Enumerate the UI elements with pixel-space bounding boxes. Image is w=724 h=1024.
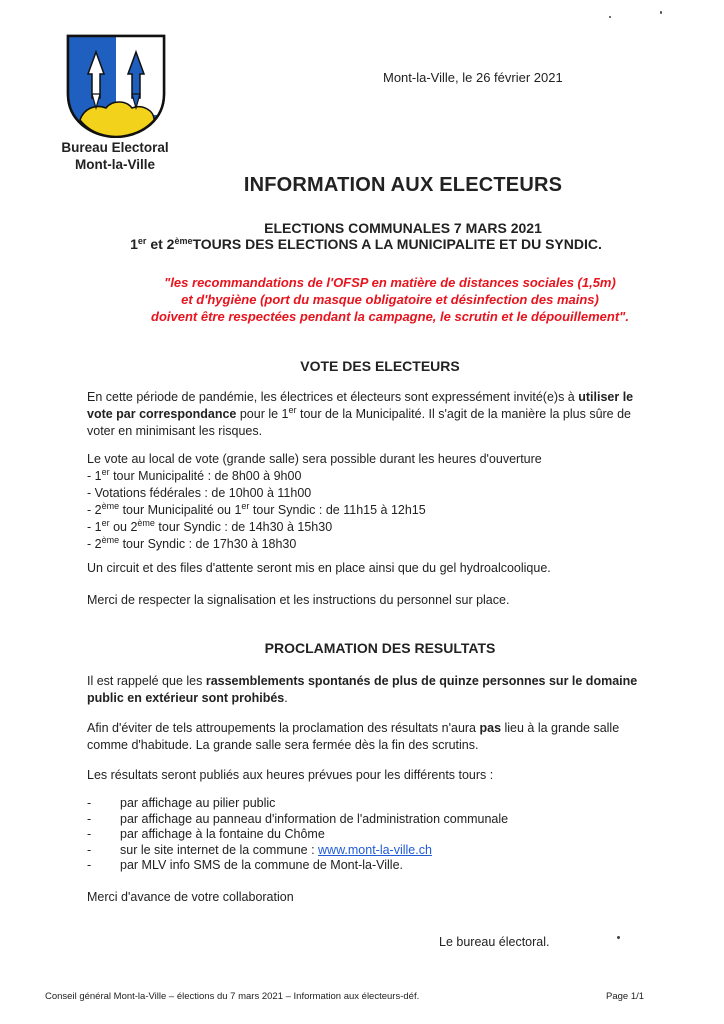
text-part: Afin d'éviter de tels attroupements la proclamation des résultats n'aura (87, 721, 480, 735)
list-item-text: sur le site internet de la commune : (120, 842, 319, 857)
page-number: Page 1/1 (606, 991, 645, 1002)
notice-line: et d'hygiène (port du masque obligatoire et désinfection des mains) (181, 292, 599, 307)
text-part: tour Municipalité : de 8h00 à 9h00 (109, 469, 302, 483)
section-heading-vote: VOTE DES ELECTEURS (300, 358, 460, 374)
text-part: - 2 (87, 537, 102, 551)
signature-line: Le bureau électoral. (439, 935, 550, 949)
paragraph-opening-hours (87, 451, 687, 553)
text-part: - 2 (87, 503, 102, 517)
hours-item (87, 502, 687, 519)
place-and-date: Mont-la-Ville, le 26 février 2021 (383, 70, 563, 85)
paragraph-correspondence (87, 389, 687, 440)
list-dash: - (87, 842, 92, 857)
text-part: et 2 (146, 236, 175, 252)
section-heading-results: PROCLAMATION DES RESULTATS (264, 640, 496, 656)
list-dash: - (87, 858, 92, 873)
superscript: er (101, 467, 110, 477)
text-part: - 1 (87, 469, 102, 483)
superscript: ème (101, 501, 120, 511)
coat-of-arms-icon (66, 34, 166, 138)
text-line: Le vote au local de vote (grande salle) sera possible durant les heures d'ouverture (87, 452, 542, 466)
website-link[interactable]: www.mont-la-ville.ch (318, 842, 432, 857)
text-part: tour de la Municipalité. Il s'agit de la manière la plus sûre de (296, 407, 632, 421)
issuer-line-1: Bureau Electoral (61, 140, 169, 155)
scan-speck (609, 16, 611, 18)
paragraph-publication (87, 767, 687, 784)
paragraph-circuit (87, 560, 687, 577)
superscript: er (288, 405, 297, 415)
text-line: Merci de respecter la signalisation et les instructions du personnel sur place. (87, 593, 510, 607)
list-dash: - (87, 827, 92, 842)
election-subtitle: ELECTIONS COMMUNALES 7 MARS 2021 (264, 220, 542, 236)
scan-speck (617, 936, 620, 939)
hours-item: - Votations fédérales : de 10h00 à 11h00 (87, 486, 312, 500)
text-part: ou 2 (109, 520, 138, 534)
text-part: pour le 1 (236, 407, 289, 421)
emphasis: utiliser le (578, 390, 634, 404)
list-item-text: par affichage au pilier public (120, 796, 276, 810)
list-item-text: par affichage à la fontaine du Chôme (120, 827, 325, 842)
scan-speck (660, 11, 662, 14)
text-part: lieu à la grande salle (501, 721, 620, 735)
hours-item (87, 536, 687, 553)
closing-thanks (87, 889, 687, 906)
text-part: En cette période de pandémie, les électrices et électeurs sont expressément invité(e)s à (87, 390, 579, 404)
paragraph-gatherings (87, 673, 687, 707)
notice-line: doivent être respectées pendant la campagne, le scrutin et le dépouillement". (151, 309, 629, 324)
text-part: . (284, 691, 288, 705)
paragraph-proclamation (87, 720, 687, 754)
text-line: voter en minimisant les risques. (87, 424, 263, 438)
superscript: er (137, 236, 147, 246)
paragraph-signage (87, 592, 687, 609)
text-line: Un circuit et des files d'attente seront mis en place ainsi que du gel hydroalcoolique. (87, 561, 551, 575)
text-part: tour Syndic : de 11h15 à 12h15 (249, 503, 426, 517)
text-part: tour Syndic : de 17h30 à 18h30 (119, 537, 297, 551)
text-part: - 1 (87, 520, 102, 534)
text-line: Merci d'avance de votre collaboration (87, 890, 294, 904)
hours-item (87, 519, 687, 536)
health-notice (100, 274, 680, 325)
text-line: Les résultats seront publiés aux heures prévues pour les différents tours : (87, 768, 494, 782)
text-part: TOURS DES ELECTIONS A LA MUNICIPALITE ET DU SYNDIC. (192, 236, 602, 252)
superscript: er (101, 518, 110, 528)
superscript: ème (101, 535, 120, 545)
text-line: comme d'habitude. La grande salle sera fermée dès la fin des scrutins. (87, 738, 479, 752)
list-dash: - (87, 811, 92, 826)
list-item-text: par affichage au panneau d'information de l'administration communale (120, 811, 509, 826)
emphasis: public en extérieur sont prohibés (87, 691, 285, 705)
document-title: INFORMATION AUX ELECTEURS (243, 174, 563, 196)
list-dash: - (87, 796, 92, 810)
notice-line: "les recommandations de l'OFSP en matière de distances sociales (1,5m) (164, 275, 616, 290)
text-part: 1 (130, 236, 138, 252)
issuer-line-2: Mont-la-Ville (74, 157, 155, 172)
hours-item (87, 468, 687, 485)
emphasis: rassemblements spontanés de plus de quinze personnes sur le domaine (205, 674, 638, 688)
rounds-subtitle (86, 236, 646, 252)
list-item-text: par MLV info SMS de la commune de Mont-la-Ville. (120, 858, 403, 873)
text-part: tour Municipalité ou 1 (119, 503, 242, 517)
superscript: ème (137, 518, 155, 528)
superscript: er (241, 501, 250, 511)
superscript: ème (174, 236, 193, 246)
emphasis: vote par correspondance (87, 407, 237, 421)
text-part: tour Syndic : de 14h30 à 15h30 (154, 520, 333, 534)
footer-reference: Conseil général Mont-la-Ville – élections du 7 mars 2021 – Information aux électeurs-déf. (45, 991, 420, 1002)
emphasis: pas (479, 721, 502, 735)
issuer-name (40, 139, 190, 173)
text-part: Il est rappelé que les (87, 674, 206, 688)
